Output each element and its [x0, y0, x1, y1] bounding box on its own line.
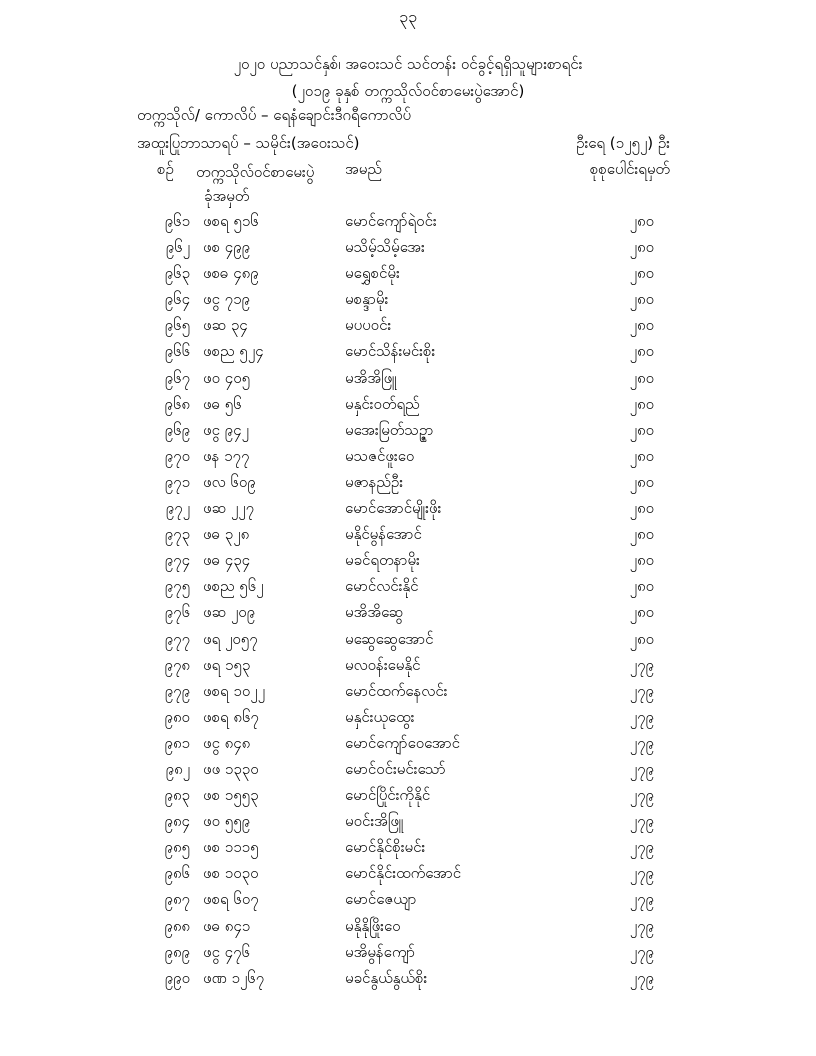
row-name: မသဇင်ဖူးဝေ — [345, 446, 415, 465]
header-total-mark: စုစုပေါင်းရမှတ် — [589, 160, 670, 178]
row-name: မောင်ကျော်ရဲဝင်း — [345, 212, 437, 230]
row-total-mark: ၂၇၉ — [629, 786, 654, 805]
row-serial-no: ၉၈၃ — [164, 786, 190, 805]
row-name: မစန္ဒာမိုး — [345, 290, 389, 309]
row-roll-number: ဖစည ၅၂၄ — [203, 342, 264, 361]
table-row — [0, 656, 816, 682]
row-total-mark: ၂၇၉ — [629, 733, 654, 752]
row-name: မအိမွန်ကျော် — [345, 942, 416, 961]
row-roll-number: ဖစ ၁၅၅၃ — [203, 786, 259, 805]
row-serial-no: ၉၆၉ — [164, 420, 190, 439]
row-roll-number: ဖငွ ၇၁၉ — [203, 290, 250, 309]
table-row — [0, 316, 816, 342]
row-roll-number: ဖစရ ၈၆၇ — [203, 707, 259, 726]
row-serial-no: ၉၇၉ — [164, 681, 190, 700]
table-row — [0, 812, 816, 838]
row-name: မောင်ပြိုင်းကိုနိုင် — [345, 786, 431, 805]
row-serial-no: ၉၈၀ — [164, 707, 190, 726]
table-row — [0, 238, 816, 264]
table-row — [0, 447, 816, 473]
table-row — [0, 342, 816, 368]
row-serial-no: ၉၇၅ — [164, 577, 190, 596]
table-row — [0, 760, 816, 786]
row-roll-number: ဖဝ ၄၀၅ — [203, 368, 251, 387]
row-total-mark: ၂၈၀ — [629, 525, 654, 544]
row-name: မဆွေဆွေအောင် — [345, 629, 434, 648]
row-name: မောင်သိန်းမင်းစိုး — [345, 342, 436, 361]
row-roll-number: ဖဆ ၂၂၇ — [203, 499, 255, 518]
row-name: မအိအိဖြူ — [345, 368, 397, 387]
row-roll-number: ဖန ၁၇၇ — [203, 446, 250, 465]
table-row — [0, 682, 816, 708]
row-roll-number: ဖစရ ၁၀၂၂ — [203, 681, 265, 700]
row-name: မနိုင်မွန်အောင် — [345, 525, 422, 544]
table-row — [0, 708, 816, 734]
table-row — [0, 551, 816, 577]
row-roll-number: ဖငွ ၉၄၂ — [203, 420, 249, 439]
table-row — [0, 943, 816, 969]
row-name: မလဝန်းမေနိုင် — [345, 655, 421, 674]
table-row — [0, 890, 816, 916]
row-total-mark: ၂၇၉ — [629, 681, 654, 700]
row-name: မအေးမြတ်သဉ္ဇာ — [345, 420, 434, 439]
university-line: တက္ကသိုလ်/ ကောလိပ် – ရေနံချောင်းဒီဂရီကောလိပ် — [137, 106, 412, 124]
row-total-mark: ၂၈၀ — [629, 551, 654, 570]
row-total-mark: ၂၈၀ — [629, 603, 654, 622]
table-row — [0, 395, 816, 421]
header-roll-number — [196, 160, 314, 208]
table-row — [0, 864, 816, 890]
row-roll-number: ဖစ ၁၁၁၅ — [203, 838, 259, 857]
row-name: မောင်အောင်မျိုးဖိုး — [345, 499, 442, 518]
row-serial-no: ၉၆၆ — [164, 342, 190, 361]
row-serial-no: ၉၆၇ — [164, 368, 190, 387]
row-roll-number: ဖစ ၄၉၉ — [203, 238, 251, 257]
row-total-mark: ၂၈၀ — [629, 342, 654, 361]
row-serial-no: ၉၈၅ — [164, 838, 190, 857]
row-name: မောင်ဇေယျာ — [345, 890, 417, 909]
row-total-mark: ၂၇၉ — [629, 942, 654, 961]
row-name: မနှင်းဝတ်ရည် — [345, 394, 420, 413]
page-number: ၃၃ — [399, 7, 417, 26]
table-row — [0, 603, 816, 629]
row-roll-number: ဖငွ ၈၄၈ — [203, 733, 251, 752]
header-roll-line1: တက္ကသိုလ်ဝင်စာမေးပွဲ — [196, 163, 315, 181]
row-total-mark: ၂၇၉ — [629, 890, 654, 909]
row-name: မသိမ့်သိမ့်အေး — [345, 238, 425, 257]
header-roll-line2: ခုံအမှတ် — [204, 187, 250, 205]
row-serial-no: ၉၆၈ — [164, 394, 190, 413]
row-total-mark: ၂၇၉ — [629, 864, 654, 883]
row-total-mark: ၂၈၀ — [629, 316, 654, 335]
row-serial-no: ၉၇၆ — [164, 603, 190, 622]
row-roll-number: ဖလ ၆၀၉ — [203, 472, 256, 491]
row-serial-no: ၉၈၆ — [164, 864, 190, 883]
row-name: မအိအိဆွေ — [345, 603, 404, 622]
row-name: မောင်လင်းနိုင် — [345, 577, 419, 596]
row-total-mark: ၂၇၉ — [629, 759, 654, 778]
table-row — [0, 525, 816, 551]
table-row — [0, 786, 816, 812]
row-serial-no: ၉၈၁ — [164, 733, 190, 752]
row-name: မောင်နိုင်းထက်အောင် — [345, 864, 462, 883]
row-name: မောင်ကျော်ဝေအောင် — [345, 733, 460, 752]
row-roll-number: ဖဆ ၃၄ — [203, 316, 248, 335]
row-serial-no: ၉၈၇ — [164, 890, 190, 909]
row-total-mark: ၂၇၉ — [629, 916, 654, 935]
row-total-mark: ၂၈၀ — [629, 577, 654, 596]
row-serial-no: ၉၈၂ — [165, 759, 190, 778]
table-row — [0, 630, 816, 656]
row-total-mark: ၂၈၀ — [629, 499, 654, 518]
row-serial-no: ၉၇၃ — [164, 525, 190, 544]
table-row — [0, 212, 816, 238]
row-total-mark: ၂၈၀ — [629, 212, 654, 230]
row-total-mark: ၂၇၉ — [629, 655, 654, 674]
row-total-mark: ၂၈၀ — [629, 394, 654, 413]
row-roll-number: ဖဖ ၁၃၃၀ — [203, 759, 259, 778]
row-serial-no: ၉၇၇ — [164, 629, 190, 648]
table-row — [0, 838, 816, 864]
table-row — [0, 499, 816, 525]
header-serial-no: စဉ် — [157, 160, 174, 178]
row-serial-no: ၉၆၁ — [164, 212, 190, 230]
row-roll-number: ဖစရ ၆၀၇ — [203, 890, 259, 909]
row-roll-number: ဖဆ ၂၀၉ — [203, 603, 256, 622]
row-total-mark: ၂၇၉ — [629, 707, 654, 726]
row-serial-no: ၉၈၄ — [164, 812, 190, 831]
row-serial-no: ၉၉၀ — [164, 968, 190, 987]
row-roll-number: ဖငွ ၄၇၆ — [203, 942, 250, 961]
row-total-mark: ၂၈၀ — [629, 290, 654, 309]
table-row — [0, 969, 816, 995]
row-name: မနှင်းယုထွေး — [345, 707, 415, 726]
row-serial-no: ၉၆၄ — [164, 290, 190, 309]
row-total-mark: ၂၈၀ — [629, 446, 654, 465]
row-name: မနိုနိုဖြိုးဝေ — [345, 916, 401, 935]
table-row — [0, 290, 816, 316]
total-count: ဦးရေ (၁၂၅၂) ဦး — [576, 134, 670, 152]
row-roll-number: ဖဝ ၅၅၉ — [203, 812, 251, 831]
row-total-mark: ၂၈၀ — [629, 420, 654, 439]
row-roll-number: ဖရ ၂၀၅၇ — [203, 629, 258, 648]
row-name: မခင်နွယ်နွယ်စိုး — [345, 968, 428, 987]
document-title: ၂၀၂၀ ပညာသင်နှစ်၊ အဝေးသင် သင်တန်း ဝင်ခွင့်ရရှိသူများစာရင်း — [233, 55, 583, 73]
row-roll-number: ဖဏ ၁၂၆၇ — [203, 968, 265, 987]
row-roll-number: ဖရ ၁၅၃ — [203, 655, 251, 674]
row-total-mark: ၂၈၀ — [629, 238, 654, 257]
document-subtitle: (၂၀၁၉ ခုနှစ် တက္ကသိုလ်ဝင်စာမေးပွဲအောင်) — [291, 82, 525, 100]
results-table — [0, 212, 816, 995]
row-total-mark: ၂၇၉ — [629, 838, 654, 857]
row-serial-no: ၉၇၄ — [164, 551, 190, 570]
header-name: အမည် — [345, 160, 382, 178]
row-name: မရွှေစင်မိုး — [345, 264, 400, 283]
table-row — [0, 264, 816, 290]
table-row — [0, 577, 816, 603]
table-row — [0, 421, 816, 447]
subject-line: အထူးပြုဘာသာရပ် – သမိုင်း(အဝေးသင်) — [137, 134, 360, 152]
row-total-mark: ၂၈၀ — [629, 472, 654, 491]
row-roll-number: ဖဓ ၄၃၄ — [203, 551, 251, 570]
row-serial-no: ၉၇၈ — [164, 655, 190, 674]
row-name: မောင်ထက်နေလင်း — [345, 681, 448, 700]
table-row — [0, 369, 816, 395]
row-roll-number: ဖဓ ၃၂၈ — [203, 525, 250, 544]
row-name: မခင်ရတနာမိုး — [345, 551, 420, 570]
row-serial-no: ၉၇၁ — [164, 472, 190, 491]
table-row — [0, 473, 816, 499]
row-roll-number: ဖစည ၅၆၂ — [203, 577, 264, 596]
row-roll-number: ဖဓ ၅၆ — [203, 394, 242, 413]
row-serial-no: ၉၆၂ — [165, 238, 190, 257]
row-roll-number: ဖစဓ ၄၈၉ — [203, 264, 259, 283]
row-name: မဇာနည်ဦး — [345, 472, 404, 491]
row-total-mark: ၂၈၀ — [629, 264, 654, 283]
table-row — [0, 734, 816, 760]
row-total-mark: ၂၈၀ — [629, 629, 654, 648]
row-serial-no: ၉၈၉ — [164, 942, 190, 961]
row-roll-number: ဖစ ၁၀၃၀ — [203, 864, 259, 883]
table-row — [0, 917, 816, 943]
row-total-mark: ၂၇၉ — [629, 812, 654, 831]
row-roll-number: ဖဓ ၈၄၁ — [203, 916, 251, 935]
row-serial-no: ၉၆၃ — [164, 264, 190, 283]
row-name: မပပဝင်း — [345, 316, 392, 335]
row-serial-no: ၉၈၈ — [164, 916, 190, 935]
row-serial-no: ၉၇၂ — [165, 499, 190, 518]
row-serial-no: ၉၇၀ — [164, 446, 190, 465]
row-total-mark: ၂၈၀ — [629, 368, 654, 387]
row-name: မဝင်းအိဖြူ — [345, 812, 404, 831]
row-name: မောင်ဝင်းမင်းသော် — [345, 759, 446, 778]
row-total-mark: ၂၇၉ — [629, 968, 654, 987]
row-name: မောင်နိုင်စိုးမင်း — [345, 838, 426, 857]
row-serial-no: ၉၆၅ — [164, 316, 190, 335]
row-roll-number: ဖစရ ၅၁၆ — [203, 212, 259, 230]
